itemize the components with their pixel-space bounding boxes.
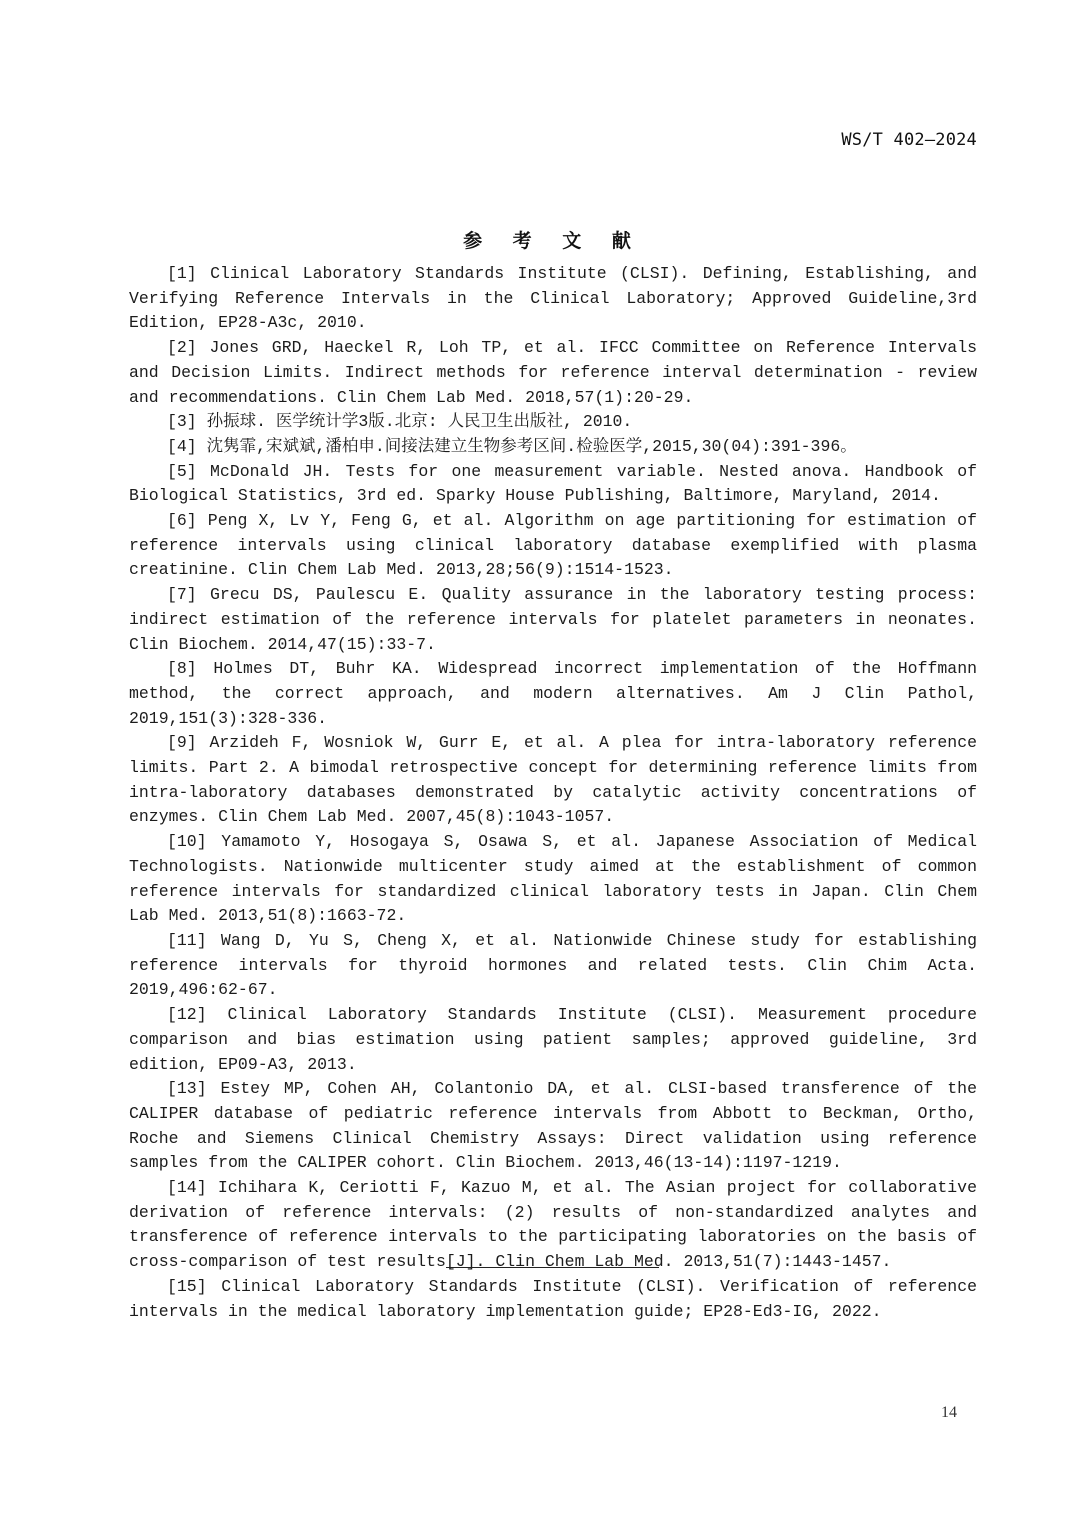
reference-item: [12] Clinical Laboratory Standards Institute (CLSI). Measurement procedure comparison and bias estimation using patient samples; approved guideline, 3rd edition, EP09-A3, 2013. bbox=[129, 1005, 977, 1074]
reference-item: [8] Holmes DT, Buhr KA. Widespread incorrect implementation of the Hoffmann method, the correct approach, and modern alternatives. Am J Clin Pathol, 2019,151(3):328-336. bbox=[129, 659, 977, 728]
reference-item: [10] Yamamoto Y, Hosogaya S, Osawa S, et al. Japanese Association of Medical Technologists. Nationwide multicenter study aimed at the establishment of common reference intervals for standardized clinical laboratory tests in Japan. Clin Chem Lab Med. 2013,51(8):1663-72. bbox=[129, 832, 977, 926]
reference-item: [14] Ichihara K, Ceriotti F, Kazuo M, et al. The Asian project for collaborative derivation of reference intervals: (2) results of non-standardized analytes and transference of reference intervals to the participating laboratories on the basis of cross-comparison of test results[J]. Clin Chem Lab Med. 2013,51(7):1443-1457. bbox=[129, 1178, 977, 1272]
reference-item: [3] 孙振球. 医学统计学3版.北京: 人民卫生出版社, 2010. bbox=[167, 412, 633, 432]
reference-item: [11] Wang D, Yu S, Cheng X, et al. Nationwide Chinese study for establishing reference intervals for thyroid hormones and related tests. Clin Chim Acta. 2019,496:62-67. bbox=[129, 930, 977, 1000]
end-rule bbox=[446, 1267, 659, 1268]
reference-item: [15] Clinical Laboratory Standards Institute (CLSI). Verification of reference intervals in the medical laboratory implementation guide; EP28-Ed3-IG, 2022. bbox=[129, 1276, 977, 1321]
reference-item: [5] McDonald JH. Tests for one measurement variable. Nested anova. Handbook of Biological Statistics, 3rd ed. Sparky House Publishing, Baltimore, Maryland, 2014. bbox=[129, 461, 977, 506]
reference-list bbox=[129, 262, 977, 1324]
reference-item: [7] Grecu DS, Paulescu E. Quality assurance in the laboratory testing process: indirect estimation of the reference intervals for platelet parameters in neonates. Clin Biochem. 2014,47(15):33-7. bbox=[129, 585, 977, 654]
reference-item: [9] Arzideh F, Wosniok W, Gurr E, et al. A plea for intra-laboratory reference limits. Part 2. A bimodal retrospective concept for determining reference limits from intra-laboratory databases demonstrated by catalytic activity concentrations of enzymes. Clin Chem Lab Med. 2007,45(8):1043-1057. bbox=[129, 733, 977, 827]
reference-item: [2] Jones GRD, Haeckel R, Loh TP, et al. IFCC Committee on Reference Intervals and Decision Limits. Indirect methods for reference interval determination - review and recommendations. Clin Chem Lab Med. 2018,57(1):20-29. bbox=[129, 338, 977, 407]
page-number: 14 bbox=[941, 1404, 957, 1421]
reference-item: [4] 沈隽霏,宋斌斌,潘柏申.间接法建立生物参考区间.检验医学,2015,30(04):391-396。 bbox=[167, 436, 857, 456]
reference-item: [13] Estey MP, Cohen AH, Colantonio DA, et al. CLSI-based transference of the CALIPER database of pediatric reference intervals from Abbott to Beckman, Ortho, Roche and Siemens Clinical Chemistry Assays: Direct validation using reference samples from the CALIPER cohort. Clin Biochem. 2013,46(13-14):1197-1219. bbox=[129, 1079, 977, 1173]
document-code: WS/T 402—2024 bbox=[841, 130, 977, 150]
reference-item: [1] Clinical Laboratory Standards Institute (CLSI). Defining, Establishing, and Verifying Reference Intervals in the Clinical Laboratory; Approved Guideline,3rd Edition, EP28-A3c, 2010. bbox=[129, 264, 977, 333]
section-title: 参 考 文 献 bbox=[463, 230, 643, 252]
reference-item: [6] Peng X, Lv Y, Feng G, et al. Algorithm on age partitioning for estimation of reference intervals using clinical laboratory database exemplified with plasma creatinine. Clin Chem Lab Med. 2013,28;56(9):1514-1523. bbox=[129, 511, 977, 580]
